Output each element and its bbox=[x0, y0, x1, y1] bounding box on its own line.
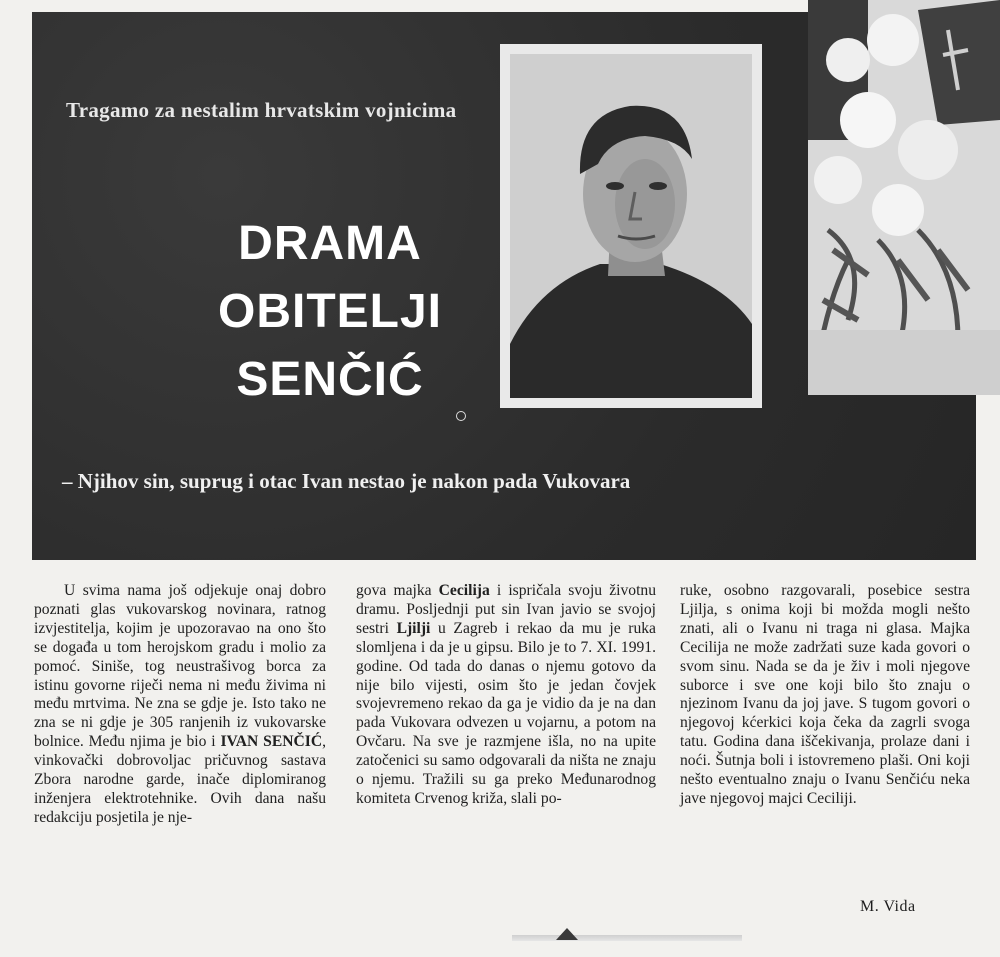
article-column-1 bbox=[34, 582, 326, 828]
subheadline: – Njihov sin, suprug i otac Ivan nestao je nakon pada Vukovara bbox=[62, 469, 631, 493]
column-text: u Zagreb i rekao da mu je ruka slomljena i da je u gipsu. Bilo je to 7. XI. 1991. godine. Od tada do danas o njemu gotovo da nije bilo vijesti, osim što je jedan čovjek svojevremeno rekao da ga je vidio da je na dan pada Vukovara odvezen u vojarnu, a potom na Ovčaru. Na sve je razmjene išla, no na upite zatočenici su samo odgovarali da ništa ne znaju o njemu. Tražili su ga preko Međunarodnog komiteta Crvenog križa, slali po- bbox=[356, 619, 656, 807]
person-name: IVAN SENČIĆ bbox=[220, 733, 323, 751]
portrait-frame bbox=[500, 44, 762, 408]
article-column-2 bbox=[356, 582, 656, 809]
author-signature: M. Vida bbox=[860, 898, 916, 915]
page-scroll-strip bbox=[512, 935, 742, 941]
portrait-photo bbox=[510, 54, 752, 398]
column-text: gova majka bbox=[356, 582, 439, 599]
column-text: U svima nama još odjekuje onaj dobro poznati glas vukovarskog novinara, ratnog izvjestitelja, kojim je upozoravao na ono što se događa u tom herojskom gradu i molio za pomoć. Siniše, tog neustrašivog borca za istinu govorne riječi nema ni među živima ni među mrtvima. Ne zna se gdje je. Isto tako ne zna se ni gdje je 305 ranjenih iz vukovarske bolnice. Među njima je bio i bbox=[34, 582, 326, 751]
headline bbox=[160, 210, 500, 414]
decorative-circle bbox=[456, 411, 466, 421]
column-text: ruke, osobno razgovarali, posebice sestra Ljilja, s onima koji bi možda mogli nešto znati, ali o Ivanu ni traga ni glasa. Majka Cecilija ne može zadržati suze kada govori o svom sinu. Nada se da je živ i moli njegove suborce i sve one koji bilo što znaju o njezinom Ivanu da joj jave. S tugom govori o njegovoj kćerkici koja čeka da zagrli svoga tatu. Godina dana iščekivanja, prolaze dani i noći. Šutnja boli i istovremeno plaši. Oni koji nešto eventualno znaju o Ivanu Senčiću neka jave njegovoj majci Ceciliji. bbox=[680, 582, 970, 807]
person-name: Ljilji bbox=[396, 619, 431, 637]
headline-line: SENČIĆ bbox=[236, 353, 424, 406]
column-text: i ispričala svoju životnu dramu. Posljednji put sin Ivan javio se svojoj sestri bbox=[356, 582, 656, 637]
headline-line: DRAMA bbox=[238, 217, 422, 270]
memorial-flowers-photo bbox=[808, 0, 1000, 395]
person-name: Cecilija bbox=[438, 582, 490, 599]
column-text: , vinkovački dobrovoljac pričuvnog sastava Zbora narodne garde, inače diplomiranog inženjera elektrotehnike. Ovih dana našu redakciju posjetila je nje- bbox=[34, 733, 327, 826]
kicker: Tragamo za nestalim hrvatskim vojnicima bbox=[66, 98, 457, 122]
headline-line: OBITELJI bbox=[217, 285, 443, 338]
article-column-3 bbox=[680, 582, 970, 809]
triangle-up-icon bbox=[556, 928, 578, 940]
